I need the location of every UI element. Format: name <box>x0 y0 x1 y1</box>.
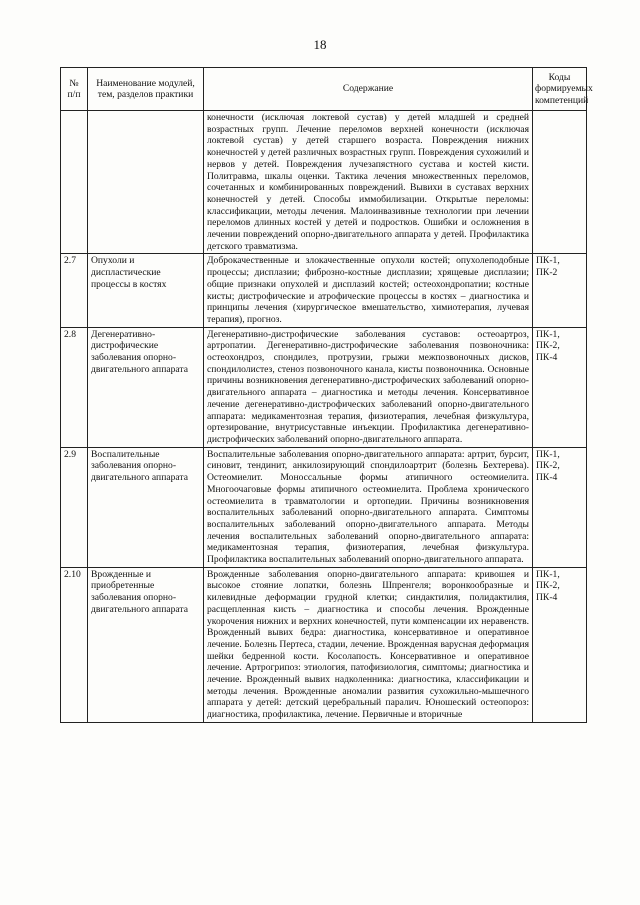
header-num <box>61 68 88 111</box>
row-content: Врожденные заболевания опорно-двигательного аппарата: кривошея и высокое стояние лопатки, болезнь Шпренгеля; воронкообразные и килевидные деформации грудной клетки; синдактилия, полидактилия, расщепленная кисть – диагностика и способы лечения. Врожденные укорочения нижних и верхних конечностей, пути компенсации их неравенств. Врожденный вывих бедра: диагностика, консервативное и оперативное лечение. Болезнь Пертеса, стадии, лечение. Врожденная варусная деформация шейки бедренной кости. Косолапость. Консервативное и оперативное лечение. Артрогрипоз: этиология, патофизиология, симптомы; диагностика и лечение. Врожденный вывих надколенника: диагностика, классификации и методы лечения. Врожденные аномалии развития сухожильно-мышечного аппарата у детей: детский церебральный паралич. Юношеский остеопороз: диагностика, профилактика, лечение. Первичные и вторичные <box>204 567 533 722</box>
table-row <box>61 111 587 254</box>
table-row <box>61 327 587 447</box>
row-content: Воспалительные заболевания опорно-двигательного аппарата: артрит, бурсит, синовит, тендинит, анкилозирующий спондилоартрит (болезнь Бехтерева). Остеомиелит. Моноссальные формы атипичного остеомиелита. Многоочаговые формы атипичного остеомиелита. Проблема хронического остеомиелита в травматологии и ортопедии. Причины возникновения воспалительных заболеваний опорно-двигательного аппарата. Симптомы воспалительных заболеваний опорно-двигательного аппарата. Методы лечения воспалительных заболеваний опорно-двигательного аппарата: медикаментозная терапия, физиотерапия, лечебная физкультура. Профилактика воспалительных заболеваний опорно-двигательного аппарата. <box>204 447 533 567</box>
row-module: Врожденные и приобретенные заболевания опорно-двигательного аппарата <box>88 567 204 722</box>
row-codes: ПК-1, ПК-2, ПК-4 <box>533 327 587 447</box>
table-row <box>61 567 587 722</box>
row-module: Дегенеративно-дистрофические заболевания опорно-двигательного аппарата <box>88 327 204 447</box>
curriculum-table <box>60 67 593 723</box>
row-codes: ПК-1, ПК-2, ПК-4 <box>533 567 587 722</box>
header-module-label: Наименование модулей, тем, разделов практики <box>96 77 195 100</box>
row-number <box>61 111 88 254</box>
row-module <box>88 111 204 254</box>
header-content-label: Содержание <box>342 83 394 95</box>
header-num-label: № п/п <box>67 77 81 100</box>
row-number: 2.8 <box>61 327 88 447</box>
header-codes <box>533 68 593 111</box>
table-header-row <box>61 68 587 111</box>
row-content: Дегенеративно-дистрофические заболевания суставов: остеоартроз, артропатии. Дегенеративно-дистрофические заболевания позвоночника: остеохондроз, спондилез, протрузии, грыжи межпозвоночных дисков, спондилолистез, стеноз позвоночного канала, кисты позвоночника. Основные причины возникновения дегенеративно-дистрофических заболеваний опорно-двигательного аппарата – диагностика и методы лечения. Консервативное лечение дегенеративно-дистрофических заболеваний опорно-двигательного аппарата: медикаментозная терапия, физиотерапия, лечебная физкультура, ортезирование, внутрисуставные инъекции. Профилактика дегенеративно-дистрофических заболеваний опорно-двигательного аппарата. <box>204 327 533 447</box>
row-codes <box>533 111 587 254</box>
row-content: Доброкачественные и злокачественные опухоли костей; опухолеподобные процессы; дисплазии; фиброзно-костные дисплазии; хрящевые дисплазии; общие признаки опухолей и дисплазий костей; остеохондропатии; костные кисты; дистрофические и атрофические процессы в костях – диагностика и принципы лечения (хирургическое вмешательство, химиотерапия, лучевая терапия), прогноз. <box>204 254 533 327</box>
table-row <box>61 254 587 327</box>
row-number: 2.10 <box>61 567 88 722</box>
row-number: 2.9 <box>61 447 88 567</box>
row-module: Опухоли и диспластические процессы в костях <box>88 254 204 327</box>
row-number: 2.7 <box>61 254 88 327</box>
header-codes-label: Коды формируемых компетенций <box>535 72 593 106</box>
row-content: конечности (исключая локтевой сустав) у детей младшей и средней возрастных групп. Лечение переломов верхней конечности (исключая локтевой сустав) у детей старшего возраста. Повреждения нижних конечностей у детей различных возрастных групп. Повреждения сухожилий и нервов у детей. Повреждения лучезапястного сустава и костей кисти. Политравма, шкалы оценки. Тактика лечения множественных переломов, сочетанных и комбинированных повреждений. Вывихи в суставах верхних конечностей у детей. Способы иммобилизации. Открытые переломы: классификации, методы лечения. Малоинвазивные технологии при лечении переломов длинных костей у детей и подростков. Ошибки и осложнения в лечении повреждений опорно-двигательного аппарата у детей. Профилактика детского травматизма. <box>204 111 533 254</box>
row-module: Воспалительные заболевания опорно-двигательного аппарата <box>88 447 204 567</box>
table-row <box>61 447 587 567</box>
header-module <box>88 68 204 111</box>
row-codes: ПК-1, ПК-2, ПК-4 <box>533 447 587 567</box>
row-codes: ПК-1, ПК-2 <box>533 254 587 327</box>
page-number: 18 <box>313 37 327 52</box>
header-content <box>204 68 533 111</box>
